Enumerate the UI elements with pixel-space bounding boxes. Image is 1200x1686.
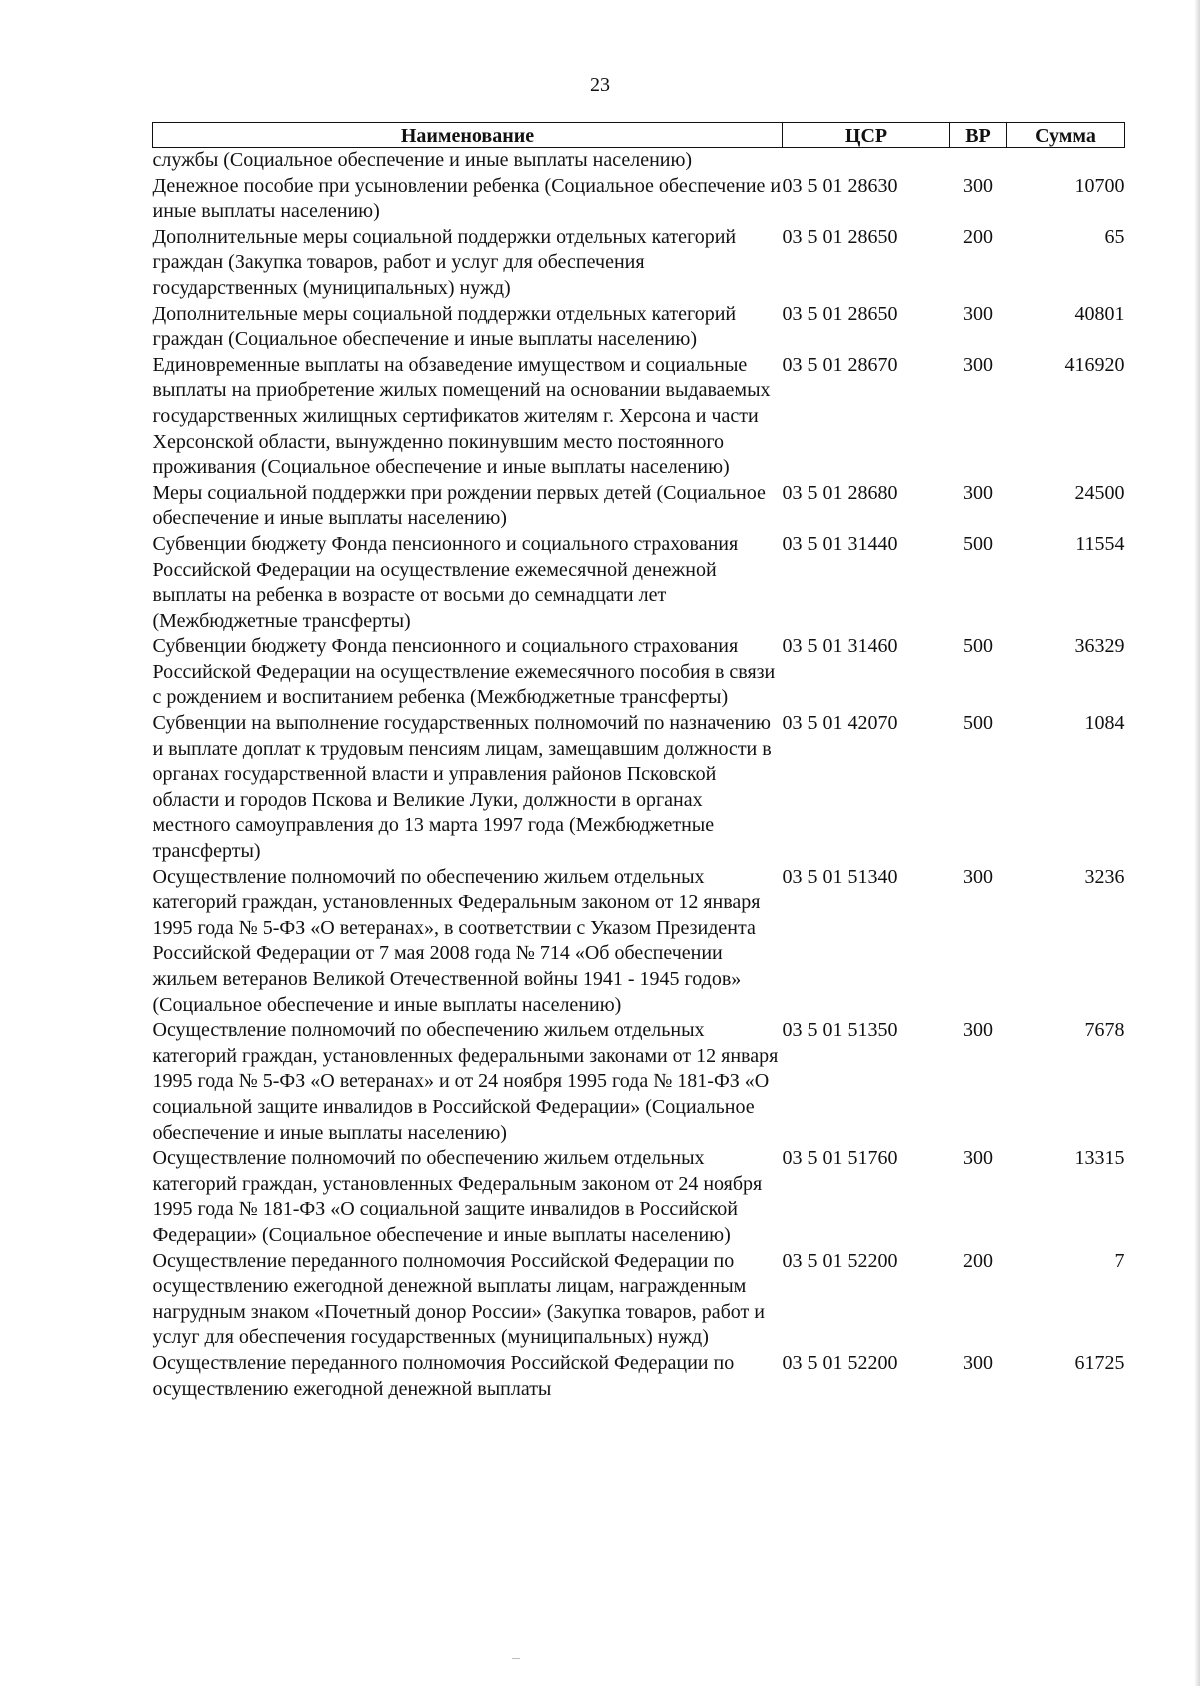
cell-csr: 03 5 01 28630 [782, 174, 898, 197]
cell-sum: 416920 [1064, 353, 1125, 376]
budget-table [152, 122, 1125, 1402]
table-row [153, 1146, 1125, 1248]
cell-csr: 03 5 01 52200 [782, 1249, 898, 1272]
cell-vr: 300 [963, 174, 993, 197]
header-name: Наименование [153, 123, 783, 148]
cell-csr: 03 5 01 31460 [782, 635, 898, 658]
cell-csr: 03 5 01 28680 [782, 481, 898, 504]
table-row [153, 353, 1125, 481]
cell-vr: 200 [963, 1249, 993, 1272]
cell-name: Единовременные выплаты на обзаведение имуществом и социальные выплаты на приобретение жилых помещений на основании выдаваемых государственных жилищных сертификатов жителям г. Херсона и части Херсонской области, вынужденно покинувшим место постоянного проживания (Социальное обеспечение и иные выплаты населению) [152, 353, 771, 479]
cell-sum: 61725 [1074, 1351, 1125, 1374]
table-header [153, 123, 1125, 148]
cell-vr: 500 [963, 712, 993, 735]
table-row [153, 225, 1125, 302]
header-sum: Сумма [1007, 123, 1125, 148]
cell-csr: 03 5 01 31440 [782, 532, 898, 555]
cell-sum [1007, 148, 1125, 174]
cell-vr: 300 [963, 302, 993, 325]
cell-sum: 40801 [1074, 302, 1125, 325]
cell-vr: 300 [963, 481, 993, 504]
table-row [153, 174, 1125, 225]
cell-csr [783, 148, 950, 174]
cell-name: Осуществление переданного полномочия Российской Федерации по осуществлению ежегодной денежной выплаты лицам, награжденным нагрудным знаком «Почетный донор России» (Закупка товаров, работ и услуг для обеспечения государственных (муниципальных) нужд) [152, 1249, 765, 1349]
cell-csr: 03 5 01 28670 [782, 353, 898, 376]
cell-name: Меры социальной поддержки при рождении первых детей (Социальное обеспечение и иные выплаты населению) [152, 481, 766, 530]
cell-sum: 11554 [1075, 532, 1125, 555]
cell-name: Дополнительные меры социальной поддержки отдельных категорий граждан (Социальное обеспечение и иные выплаты населению) [152, 302, 737, 351]
cell-name: Осуществление полномочий по обеспечению жильем отдельных категорий граждан, установленных федеральными законами от 12 января 1995 года № 5-ФЗ «О ветеранах» и от 24 ноября 1995 года № 181-ФЗ «О социальной защите инвалидов в Российской Федерации» (Социальное обеспечение и иные выплаты населению) [152, 1019, 779, 1144]
cell-vr: 300 [963, 1147, 993, 1170]
cell-sum: 10700 [1074, 174, 1125, 197]
table-row [153, 865, 1125, 1019]
table-row [153, 711, 1125, 865]
table-row [153, 148, 1125, 174]
cell-vr: 300 [963, 865, 993, 888]
cell-csr: 03 5 01 51760 [782, 1147, 898, 1170]
cell-name: Осуществление полномочий по обеспечению жильем отдельных категорий граждан, установленных Федеральным законом от 24 ноября 1995 года № 181-ФЗ «О социальной защите инвалидов в Российской Федерации» (Социальное обеспечение и иные выплаты населению) [152, 1147, 763, 1246]
cell-name: Осуществление переданного полномочия Российской Федерации по осуществлению ежегодной денежной выплаты [152, 1351, 735, 1400]
table-row [153, 1018, 1125, 1146]
cell-name: Осуществление полномочий по обеспечению жильем отдельных категорий граждан, установленных Федеральным законом от 12 января 1995 года № 5-ФЗ «О ветеранах», в соответствии с Указом Президента Российской Федерации от 7 мая 2008 года № 714 «Об обеспечении жильем ветеранов Великой Отечественной войны 1941 - 1945 годов» (Социальное обеспечение и иные выплаты населению) [152, 865, 761, 1016]
cell-csr: 03 5 01 52200 [782, 1351, 898, 1374]
cell-sum: 3236 [1084, 865, 1125, 888]
cell-name: Субвенции на выполнение государственных полномочий по назначению и выплате доплат к трудовым пенсиям лицам, замещавшим должности в органах государственной власти и управления районов Псковской области и городов Пскова и Великие Луки, должности в органах местного самоуправления до 13 марта 1997 года (Межбюджетные трансферты) [152, 712, 772, 863]
cell-sum: 24500 [1074, 481, 1125, 504]
cell-name: службы (Социальное обеспечение и иные выплаты населению) [152, 149, 693, 171]
cell-csr: 03 5 01 51350 [782, 1019, 898, 1042]
table-row [153, 1351, 1125, 1402]
cell-sum: 7678 [1084, 1019, 1125, 1042]
cell-sum: 65 [1104, 225, 1125, 248]
table-row [153, 532, 1125, 634]
table-body [153, 148, 1125, 1403]
cell-sum: 7 [1114, 1249, 1125, 1272]
cell-name: Субвенции бюджету Фонда пенсионного и социального страхования Российской Федерации на осуществление ежемесячной денежной выплаты на ребенка в возрасте от восьми до семнадцати лет (Межбюджетные трансферты) [152, 532, 739, 632]
table-row [153, 302, 1125, 353]
cell-name: Дополнительные меры социальной поддержки отдельных категорий граждан (Закупка товаров, работ и услуг для обеспечения государственных (муниципальных) нужд) [152, 225, 737, 299]
table-row [153, 634, 1125, 711]
cell-sum: 1084 [1084, 712, 1125, 735]
cell-name: Денежное пособие при усыновлении ребенка (Социальное обеспечение и иные выплаты населению) [152, 174, 782, 223]
table-row [153, 1249, 1125, 1351]
scan-speck [512, 1658, 520, 1659]
cell-vr: 300 [963, 1351, 993, 1374]
cell-csr: 03 5 01 28650 [782, 302, 898, 325]
cell-vr: 500 [963, 635, 993, 658]
cell-vr [950, 148, 1007, 174]
cell-vr: 500 [963, 532, 993, 555]
page-number: 23 [590, 74, 610, 96]
header-vr: ВР [950, 123, 1007, 148]
cell-vr: 300 [963, 353, 993, 376]
cell-csr: 03 5 01 42070 [782, 712, 898, 735]
header-csr: ЦСР [783, 123, 950, 148]
scan-edge [1194, 0, 1200, 1686]
cell-sum: 36329 [1074, 635, 1125, 658]
cell-sum: 13315 [1074, 1147, 1125, 1170]
cell-csr: 03 5 01 28650 [782, 225, 898, 248]
cell-vr: 200 [963, 225, 993, 248]
cell-csr: 03 5 01 51340 [782, 865, 898, 888]
cell-vr: 300 [963, 1019, 993, 1042]
table-row [153, 481, 1125, 532]
cell-name: Субвенции бюджету Фонда пенсионного и социального страхования Российской Федерации на осуществление ежемесячного пособия в связи с рождением и воспитанием ребенка (Межбюджетные трансферты) [152, 635, 776, 709]
